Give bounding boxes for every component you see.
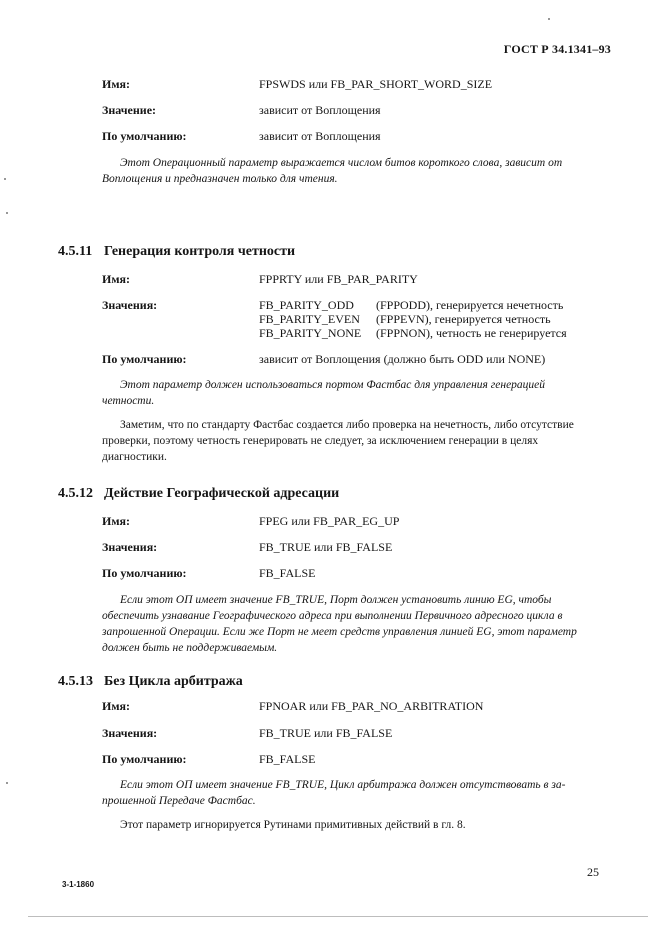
section-title: Действие Географической адресации: [104, 486, 340, 501]
default-label: По умолчанию:: [102, 752, 187, 766]
note-paragraph: [102, 777, 602, 809]
note-line: Этот параметр должен использоваться портом Фастбас для управления генерацией: [120, 379, 546, 391]
note-line: запрошенной Операции. Если же Порт не меет средств управления линией EG, этот параметр: [102, 626, 577, 638]
name-label: Имя:: [102, 77, 130, 91]
note-line: обеспечить узнавание Географического адреса при выполнении Первичного адресного цикла в: [102, 610, 563, 622]
values-label: Значения:: [102, 540, 158, 554]
values-value: FB_TRUE или FB_FALSE: [259, 540, 393, 554]
value-code: FB_PARITY_EVEN: [259, 312, 360, 326]
value-option: [259, 312, 551, 327]
note-line: Если этот ОП имеет значение FB_TRUE, Цикл арбитража должен отсутствовать в за-: [120, 779, 566, 791]
default-value: FB_FALSE: [259, 752, 316, 766]
value-option: [259, 326, 567, 341]
default-value: зависит от Воплощения: [259, 129, 381, 143]
value-value: зависит от Воплощения: [259, 103, 381, 117]
default-label: По умолчанию:: [102, 352, 187, 366]
section-heading-4-5-13: [58, 674, 243, 690]
note-line: прошенной Передаче Фастбас.: [102, 795, 256, 807]
section-title: Генерация контроля четности: [104, 244, 296, 259]
value-label: Значение:: [102, 103, 157, 117]
default-value: зависит от Воплощения (должно быть ODD или NONE): [259, 352, 546, 366]
body-line: Заметим, что по стандарту Фастбас создается либо проверка на нечетность, либо отсутствие: [120, 419, 574, 431]
note-paragraph: [102, 155, 602, 187]
name-label: Имя:: [102, 514, 130, 528]
note-line: должен быть не поддерживаемым.: [102, 642, 278, 654]
default-label: По умолчанию:: [102, 566, 187, 580]
value-desc: (FPPODD), генерируется нечетность: [376, 298, 564, 312]
value-code: FB_PARITY_ODD: [259, 298, 354, 312]
body-line: Этот параметр игнорируется Рутинами примитивных действий в гл. 8.: [120, 819, 466, 831]
name-value: FPNOAR или FB_PAR_NO_ARBITRATION: [259, 699, 484, 713]
name-label: Имя:: [102, 699, 130, 713]
note-line: Если этот ОП имеет значение FB_TRUE, Порт должен установить линию EG, чтобы: [120, 594, 552, 606]
section-number: 4.5.11: [58, 244, 93, 259]
body-paragraph: [102, 817, 602, 833]
page-number: 25: [587, 865, 599, 879]
name-value: FPSWDS или FB_PAR_SHORT_WORD_SIZE: [259, 77, 493, 91]
scan-speck: [6, 212, 8, 214]
section-heading-4-5-12: [58, 486, 339, 502]
scan-speck: [4, 178, 6, 180]
print-code: 3-1-1860: [62, 880, 95, 889]
section-heading-4-5-11: [58, 244, 295, 260]
value-desc: (FPPEVN), генерируется четность: [376, 312, 551, 326]
body-line: проверки, поэтому четность генерировать не следует, за исключением генерации в целях: [102, 435, 539, 447]
values-label: Значения:: [102, 298, 158, 312]
section-number: 4.5.13: [58, 674, 93, 689]
name-value: FPPRTY или FB_PAR_PARITY: [259, 272, 418, 286]
default-value: FB_FALSE: [259, 566, 316, 580]
default-label: По умолчанию:: [102, 129, 187, 143]
note-line: четности.: [102, 395, 155, 407]
body-paragraph: [102, 417, 602, 465]
section-number: 4.5.12: [58, 486, 93, 501]
values-label: Значения:: [102, 726, 158, 740]
page-edge-line: [28, 916, 648, 917]
value-option: [259, 298, 563, 313]
values-value: FB_TRUE или FB_FALSE: [259, 726, 393, 740]
scan-speck: [6, 782, 8, 784]
note-paragraph: [102, 377, 602, 409]
value-desc: (FPPNON), четность не генерируется: [376, 326, 567, 340]
note-paragraph: [102, 592, 602, 656]
note-line: Этот Операционный параметр выражается числом битов короткого слова, зависит от: [120, 157, 563, 169]
value-code: FB_PARITY_NONE: [259, 326, 362, 340]
section-title: Без Цикла арбитража: [104, 674, 243, 689]
body-line: диагностики.: [102, 451, 167, 463]
note-line: Воплощения и предназначен только для чтения.: [102, 173, 338, 185]
scan-speck: [548, 18, 550, 20]
name-label: Имя:: [102, 272, 130, 286]
name-value: FPEG или FB_PAR_EG_UP: [259, 514, 400, 528]
document-header: ГОСТ Р 34.1341–93: [503, 42, 611, 56]
